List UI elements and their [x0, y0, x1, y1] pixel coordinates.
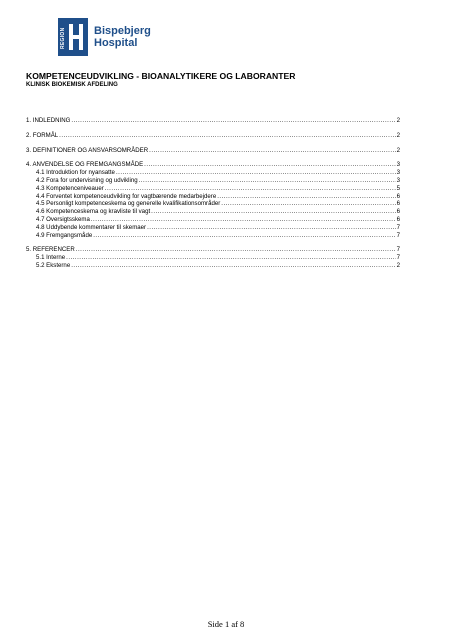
toc-entry[interactable]: [26, 177, 400, 185]
toc-entry-label: 4.9 Fremgangsmåde: [36, 231, 93, 239]
toc-dot-leader: [91, 216, 396, 224]
toc-entry-label: 5. REFERENCER: [26, 246, 75, 254]
toc-entry-page: 7: [396, 254, 400, 262]
toc-entry-page: 3: [396, 176, 400, 184]
toc-entry-label: 4.6 Kompetenceskema og kravliste til vagt: [36, 208, 151, 216]
toc-entry[interactable]: [26, 132, 400, 140]
toc-entry-label: 2. FORMÅL: [26, 131, 59, 139]
toc-dot-leader: [71, 262, 395, 270]
toc-entry-page: 6: [396, 192, 400, 200]
toc-entry[interactable]: [26, 254, 400, 262]
toc-entry-label: 5.2 Eksterne: [36, 261, 71, 269]
document-subtitle: KLINISK BIOKEMISK AFDELING: [26, 82, 118, 88]
toc-dot-leader: [93, 232, 395, 240]
toc-entry-label: 4.7 Oversigtsskema: [36, 215, 90, 223]
page-number: Side 1 af 8: [207, 619, 245, 629]
toc-entry-label: 5.1 Interne: [36, 254, 66, 262]
toc-entry[interactable]: [26, 208, 400, 216]
toc-dot-leader: [71, 117, 395, 125]
toc-entry-page: 2: [396, 131, 400, 139]
logo-wordmark: [94, 25, 151, 49]
toc-entry-page: 5: [396, 184, 400, 192]
toc-entry-label: 4.1 Introduktion for nyansatte: [36, 169, 115, 177]
toc-dot-leader: [59, 132, 395, 140]
table-of-contents: [26, 117, 400, 270]
region-h-logo-icon: [58, 18, 88, 56]
toc-dot-leader: [147, 224, 396, 232]
toc-dot-leader: [105, 185, 396, 193]
toc-dot-leader: [66, 254, 395, 262]
toc-entry-page: 3: [396, 169, 400, 177]
toc-dot-leader: [139, 177, 396, 185]
toc-dot-leader: [217, 193, 395, 201]
toc-entry[interactable]: [26, 117, 400, 125]
logo-line2: Hospital: [94, 37, 138, 49]
toc-entry[interactable]: [26, 232, 400, 240]
toc-entry[interactable]: [26, 193, 400, 201]
toc-entry[interactable]: [26, 262, 400, 270]
document-title: KOMPETENCEUDVIKLING - BIOANALYTIKERE OG LABORANTER: [26, 71, 296, 81]
logo-line1: Bispebjerg: [94, 25, 151, 37]
toc-entry-page: 6: [396, 208, 400, 216]
toc-entry-page: 6: [396, 215, 400, 223]
toc-dot-leader: [149, 147, 395, 155]
toc-entry-label: 1. INDLEDNING: [26, 117, 71, 124]
toc-entry[interactable]: [26, 224, 400, 232]
toc-entry[interactable]: [26, 161, 400, 169]
toc-entry[interactable]: [26, 169, 400, 177]
toc-entry[interactable]: [26, 246, 400, 254]
toc-entry-page: 7: [396, 223, 400, 231]
toc-entry-page: 2: [396, 146, 400, 154]
toc-entry-label: 3. DEFINITIONER OG ANSVARSOMRÅDER: [26, 146, 149, 154]
logo-region-text: REGION: [60, 27, 66, 49]
toc-entry-label: 4.4 Forventet kompetenceudvikling for vagtbærende medarbejdere: [36, 192, 217, 200]
toc-entry-label: 4.2 Fora for undervisning og udvikling: [36, 176, 138, 184]
hospital-logo: [58, 18, 151, 56]
toc-entry-page: 7: [396, 246, 400, 254]
toc-entry[interactable]: [26, 216, 400, 224]
toc-entry-label: 4.5 Personligt kompetenceskema og generelle kvalifikationsområder: [36, 200, 221, 208]
toc-entry-page: 3: [396, 161, 400, 169]
toc-dot-leader: [116, 169, 396, 177]
toc-entry-page: 6: [396, 200, 400, 208]
toc-dot-leader: [76, 246, 396, 254]
toc-entry-page: 2: [396, 117, 400, 124]
toc-entry[interactable]: [26, 200, 400, 208]
toc-entry-label: 4. ANVENDELSE OG FREMGANGSMÅDE: [26, 161, 144, 169]
toc-dot-leader: [144, 161, 395, 169]
toc-entry[interactable]: [26, 185, 400, 193]
toc-entry-label: 4.8 Uddybende kommentarer til skemaer: [36, 223, 147, 231]
toc-entry-page: 2: [396, 261, 400, 269]
toc-dot-leader: [151, 208, 395, 216]
toc-entry-page: 7: [396, 231, 400, 239]
toc-entry[interactable]: [26, 147, 400, 155]
toc-entry-label: 4.3 Kompetenceniveauer: [36, 184, 104, 192]
toc-dot-leader: [221, 200, 395, 208]
